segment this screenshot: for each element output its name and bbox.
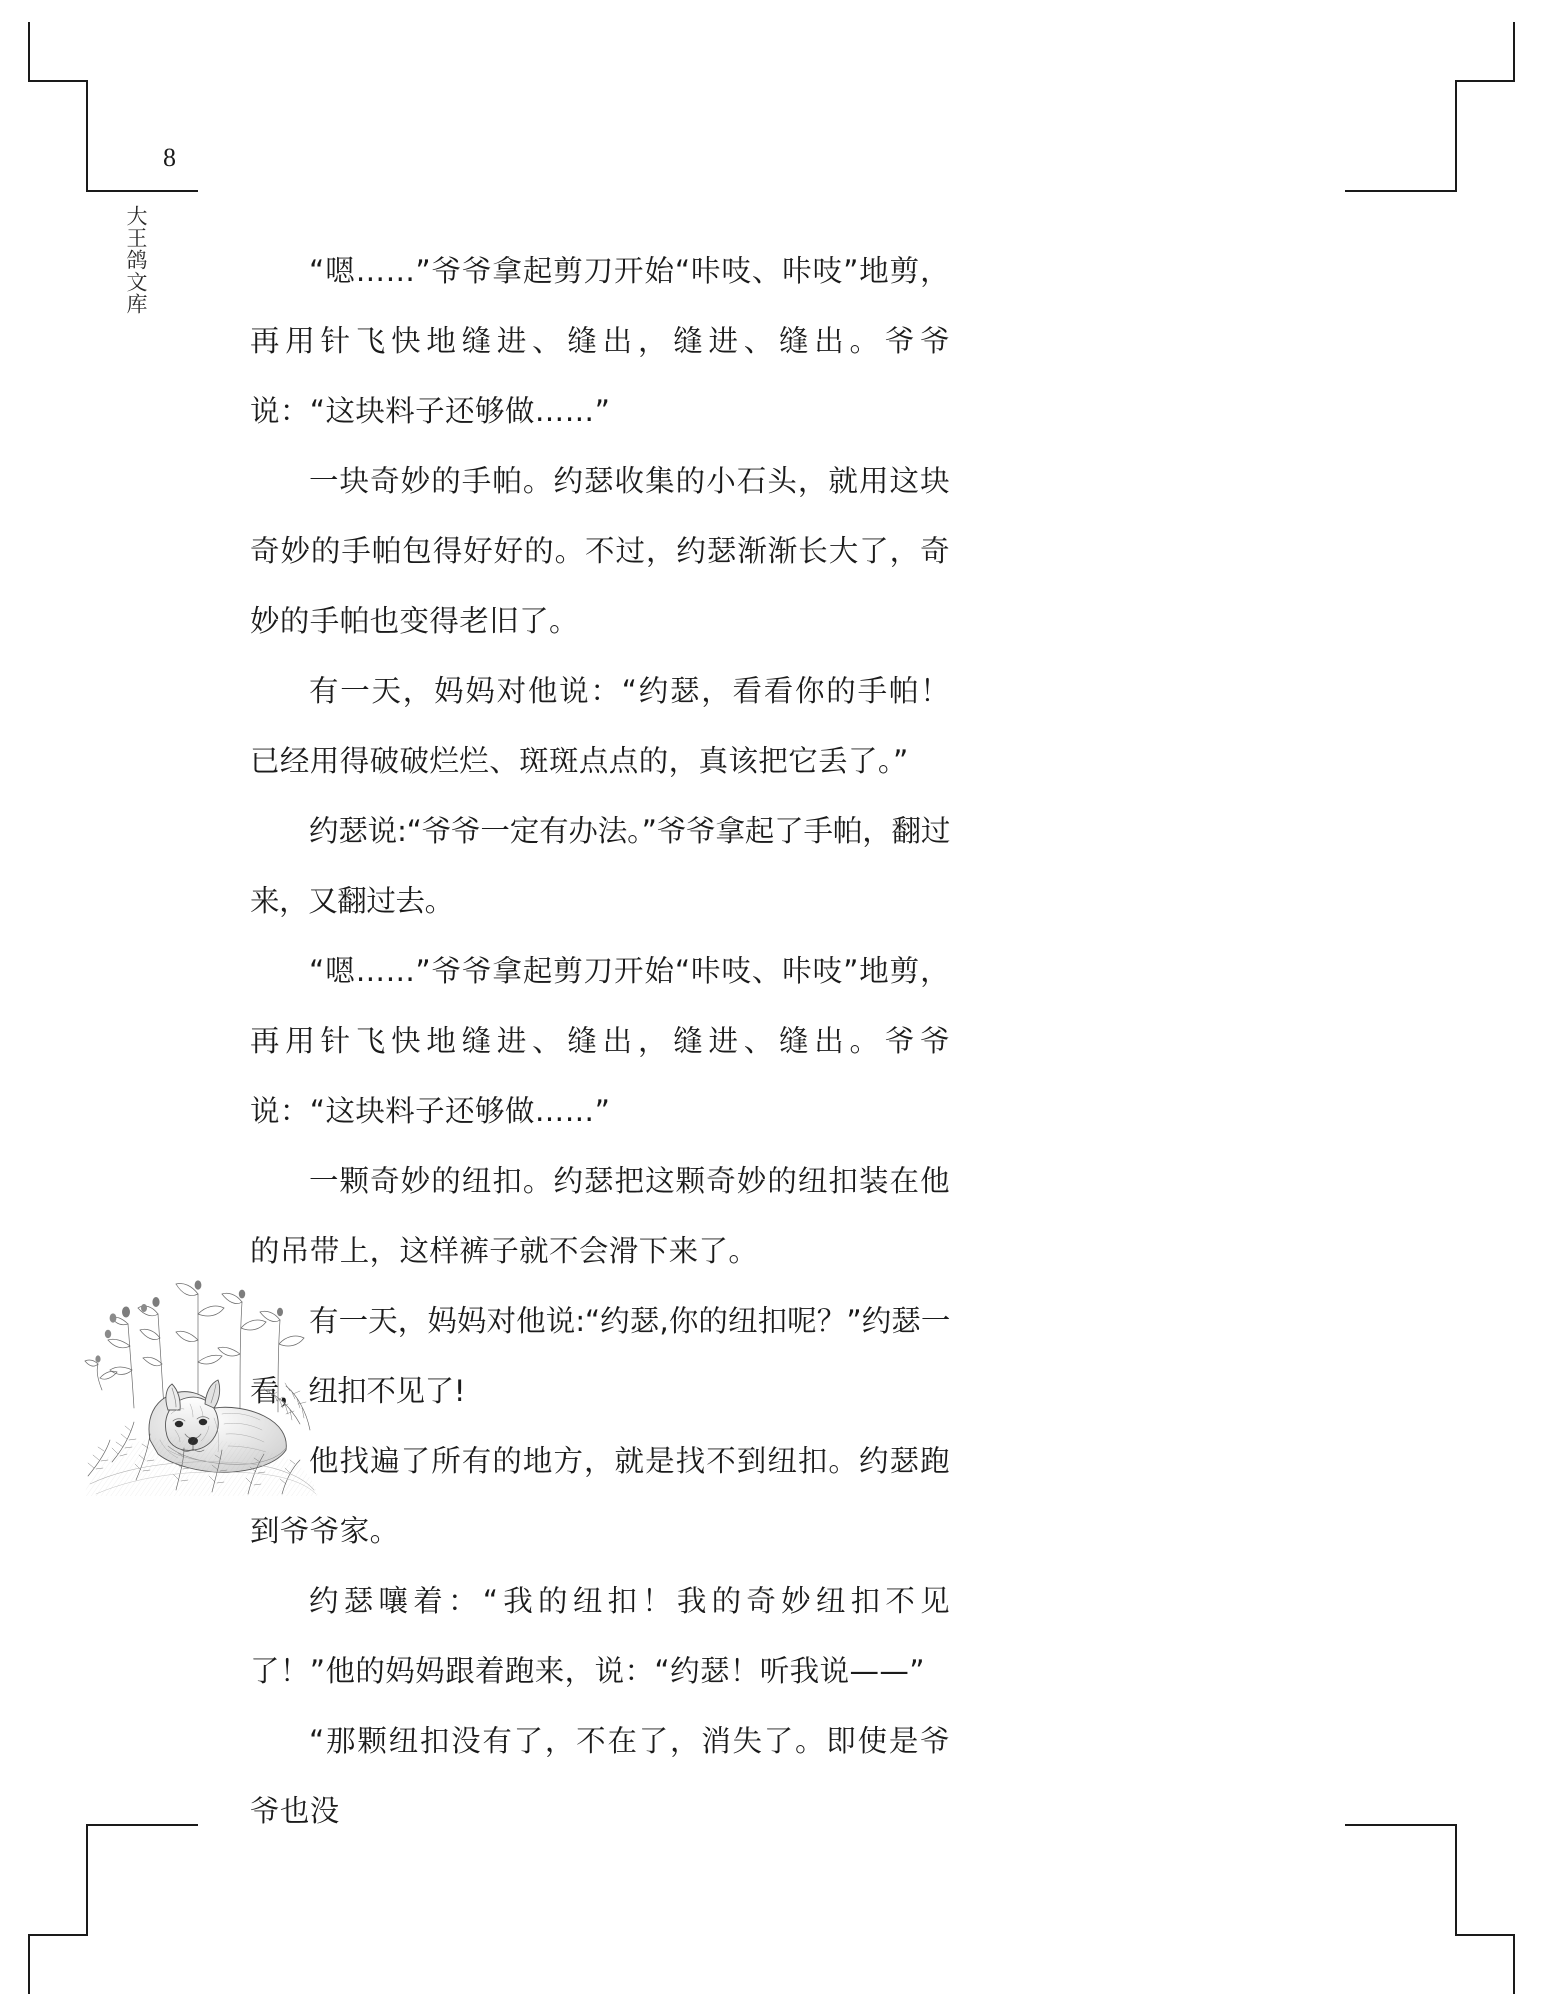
body-text-column [250, 236, 950, 1846]
crop-mark-bottom-right [1345, 1824, 1515, 1994]
fox-in-ferns-icon [72, 1258, 320, 1496]
paragraph: 一颗奇妙的纽扣。约瑟把这颗奇妙的纽扣装在他的吊带上，这样裤子就不会滑下来了。 [250, 1164, 950, 1268]
crop-mark-bottom-left [28, 1824, 198, 1994]
paragraph: “嗯……”爷爷拿起剪刀开始“咔吱、咔吱”地剪，再用针飞快地缝进、缝出，缝进、缝出。爷爷说：“这块料子还够做……” [250, 254, 950, 428]
paragraph: 他找遍了所有的地方，就是找不到纽扣。约瑟跑到爷爷家。 [250, 1444, 950, 1548]
crop-mark-top-right [1345, 22, 1515, 192]
paragraph: “嗯……”爷爷拿起剪刀开始“咔吱、咔吱”地剪，再用针飞快地缝进、缝出，缝进、缝出。爷爷说：“这块料子还够做……” [250, 954, 950, 1128]
series-label: 大王鸽文库 [124, 205, 148, 315]
page-number: 8 [163, 143, 176, 172]
paragraph: 约瑟说:“爷爷一定有办法。”爷爷拿起了手帕，翻过来，又翻过去。 [250, 814, 950, 918]
paragraph: 有一天，妈妈对他说：“约瑟，看看你的手帕！已经用得破破烂烂、斑斑点点的，真该把它丢了。” [250, 674, 950, 778]
paragraph: 一块奇妙的手帕。约瑟收集的小石头，就用这块奇妙的手帕包得好好的。不过，约瑟渐渐长大了，奇妙的手帕也变得老旧了。 [250, 464, 950, 638]
paragraph: 有一天，妈妈对他说:“约瑟,你的纽扣呢？”约瑟一看，纽扣不见了! [250, 1304, 950, 1408]
paragraph: 约瑟嚷着：“我的纽扣！我的奇妙纽扣不见了！”他的妈妈跟着跑来，说：“约瑟！听我说——” [250, 1584, 950, 1688]
folio-rule [86, 190, 187, 192]
paragraph: “那颗纽扣没有了，不在了，消失了。即使是爷爷也没 [250, 1724, 950, 1828]
fox-illustration [72, 1258, 320, 1496]
